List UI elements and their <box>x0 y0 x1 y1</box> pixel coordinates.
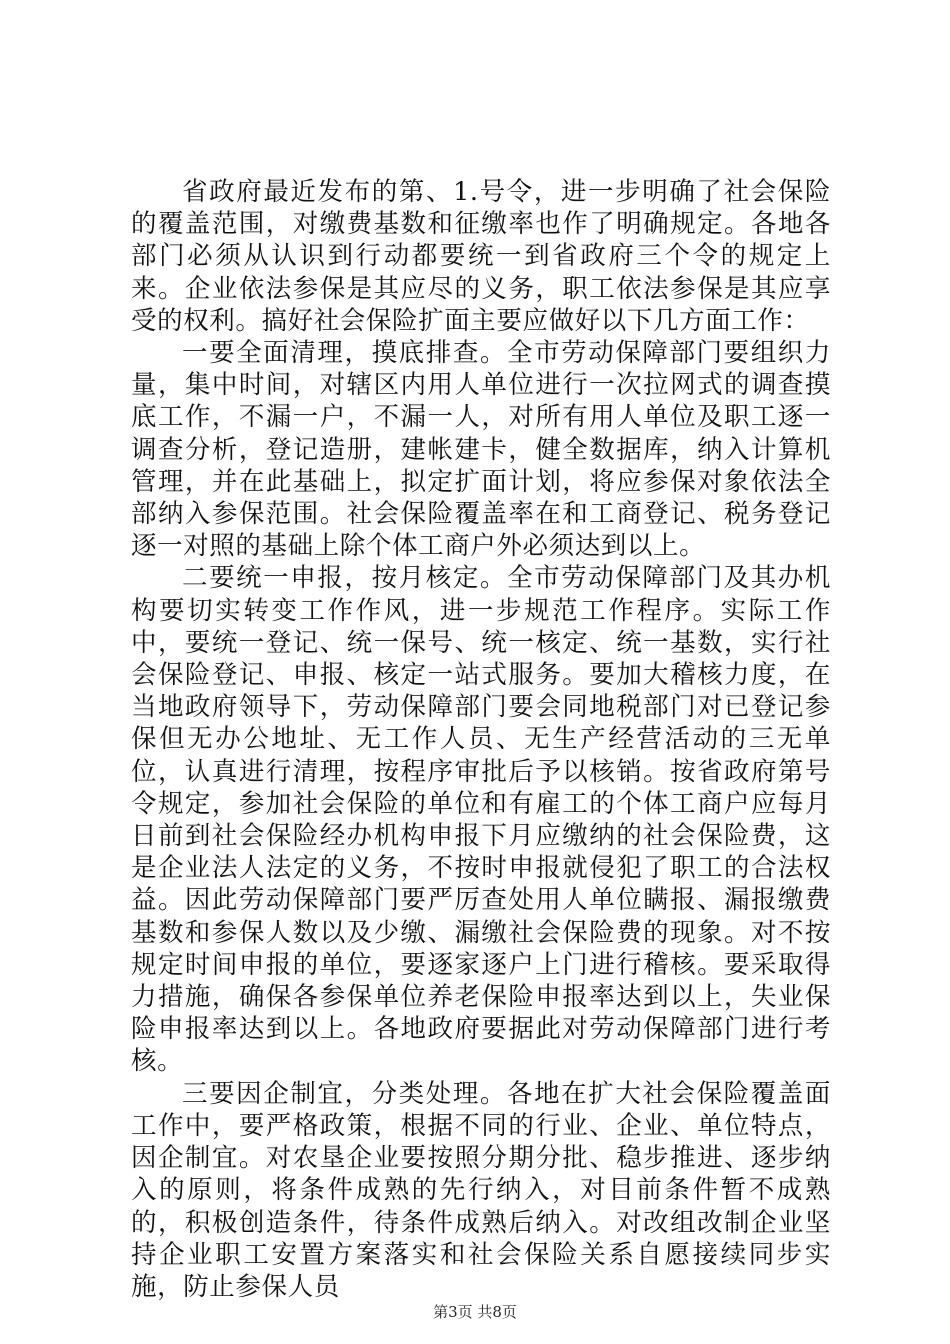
document-body <box>131 176 831 1303</box>
paragraph-point-two: 二要统一申报，按月核定。全市劳动保障部门及其办机构要切实转变工作作风，进一步规范工作程序。实际工作中，要统一登记、统一保号、统一核定、统一基数，实行社会保险登记、申报、核定一站式服务。要加大稽核力度，在当地政府领导下，劳动保障部门要会同地税部门对已登记参保但无办公地址、无工作人员、无生产经营活动的三无单位，认真进行清理，按程序审批后予以核销。按省政府第号令规定，参加社会保险的单位和有雇工的个体工商户应每月日前到社会保险经办机构申报下月应缴纳的社会保险费，这是企业法人法定的义务，不按时申报就侵犯了职工的合法权益。因此劳动保障部门要严厉查处用人单位瞒报、漏报缴费基数和参保人数以及少缴、漏缴社会保险费的现象。对不按规定时间申报的单位，要逐家逐户上门进行稽核。要采取得力措施，确保各参保单位养老保险申报率达到以上，失业保险申报率达到以上。各地政府要据此对劳动保障部门进行考核。 <box>131 563 831 1077</box>
paragraph-intro: 省政府最近发布的第、1.号令，进一步明确了社会保险的覆盖范围，对缴费基数和征缴率也作了明确规定。各地各部门必须从认识到行动都要统一到省政府三个令的规定上来。企业依法参保是其应尽的义务，职工依法参保是其应享受的权利。搞好社会保险扩面主要应做好以下几方面工作： <box>131 177 831 336</box>
page-footer: 第3页 共8页 <box>433 1303 517 1321</box>
paragraph-point-one: 一要全面清理，摸底排查。全市劳动保障部门要组织力量，集中时间，对辖区内用人单位进行一次拉网式的调查摸底工作，不漏一户，不漏一人，对所有用人单位及职工逐一调查分析，登记造册，建帐建卡，健全数据库，纳入计算机管理，并在此基础上，拟定扩面计划，将应参保对象依法全部纳入参保范围。社会保险覆盖率在和工商登记、税务登记逐一对照的基础上除个体工商户外必须达到以上。 <box>131 338 831 562</box>
paragraph-point-three: 三要因企制宜，分类处理。各地在扩大社会保险覆盖面工作中，要严格政策，根据不同的行业、企业、单位特点，因企制宜。对农垦企业要按照分期分批、稳步推进、逐步纳入的原则，将条件成熟的先行纳入，对目前条件暂不成熟的，积极创造条件，待条件成熟后纳入。对改组改制企业坚持企业职工安置方案落实和社会保险关系自愿接续同步实施，防止参保人员 <box>131 1078 831 1302</box>
